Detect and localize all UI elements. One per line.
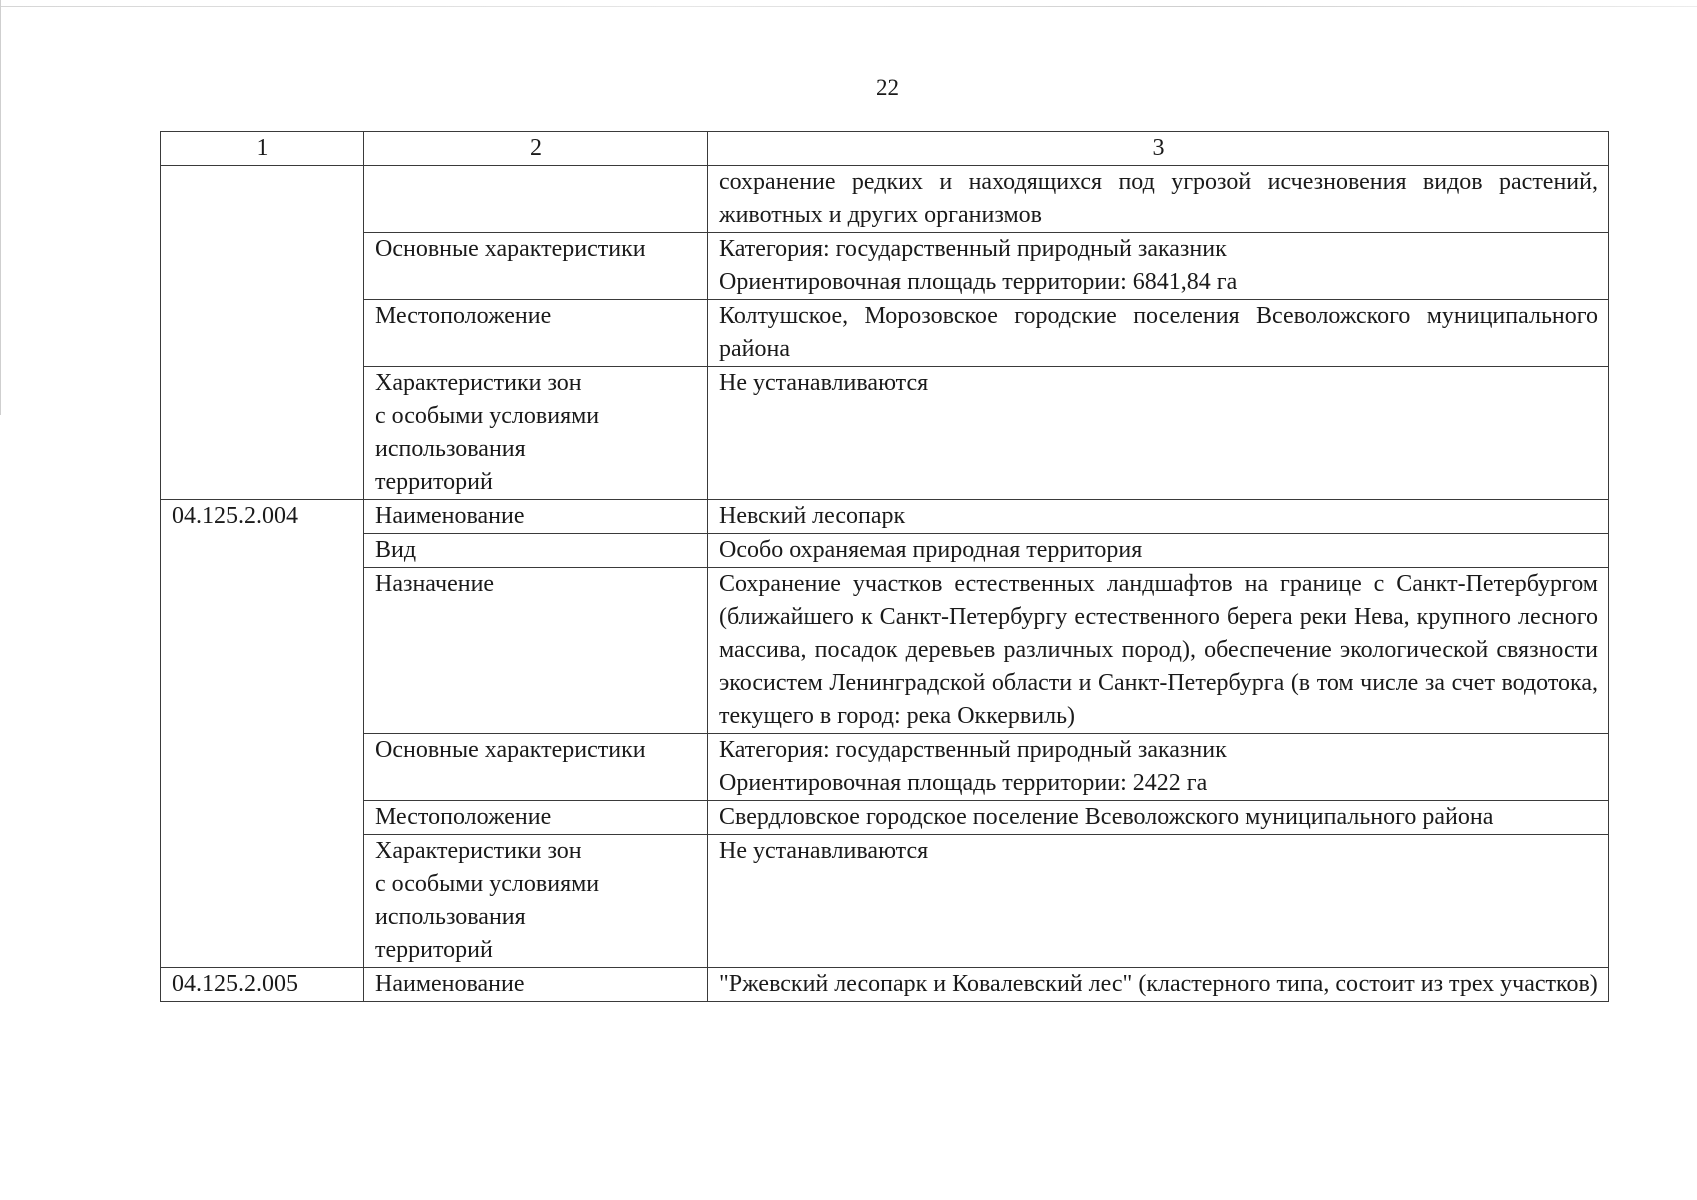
code-cell: 04.125.2.004 [161,500,364,968]
label-cell: Наименование [364,968,708,1002]
code-cell: 04.125.2.005 [161,968,364,1002]
header-cell-3: 3 [708,132,1609,166]
value-cell: Невский лесопарк [708,500,1609,534]
value-cell: Свердловское городское поселение Всеволожского муниципального района [708,801,1609,835]
table-row [161,367,1609,500]
label-cell [364,166,708,233]
table-row [161,166,1609,233]
value-line: Категория: государственный природный заказник [719,737,1227,763]
label-line: использования [375,436,526,462]
header-cell-1: 1 [161,132,364,166]
table-row [161,500,1609,534]
label-line: территорий [375,469,493,495]
value-cell [708,734,1609,801]
label-line: с особыми условиями [375,871,600,897]
label-cell: Наименование [364,500,708,534]
value-line: Ориентировочная площадь территории: 6841,84 га [719,269,1238,295]
label-cell: Назначение [364,568,708,734]
label-cell [364,367,708,500]
label-line: территорий [375,937,493,963]
table-row [161,300,1609,367]
header-cell-2: 2 [364,132,708,166]
label-line: с особыми условиями [375,403,600,429]
table-row [161,801,1609,835]
table-row [161,734,1609,801]
value-cell: Колтушское, Морозовское городские поселения Всеволожского муниципального района [708,300,1609,367]
label-line: использования [375,904,526,930]
label-cell: Вид [364,534,708,568]
value-line: Категория: государственный природный заказник [719,236,1227,262]
table-row [161,835,1609,968]
value-line: Ориентировочная площадь территории: 2422 га [719,770,1208,796]
scan-edge-top [0,6,1697,7]
value-cell: Особо охраняемая природная территория [708,534,1609,568]
table-row [161,568,1609,734]
value-cell [708,233,1609,300]
label-cell: Основные характеристики [364,233,708,300]
table-header-row [161,132,1609,166]
label-line: Характеристики зон [375,838,582,864]
label-line: Характеристики зон [375,370,582,396]
value-cell: Не устанавливаются [708,835,1609,968]
value-cell: сохранение редких и находящихся под угрозой исчезновения видов растений, животных и других организмов [708,166,1609,233]
page-number: 22 [876,75,899,100]
table-row [161,233,1609,300]
label-cell [364,835,708,968]
value-cell: Сохранение участков естественных ландшафтов на границе с Санкт-Петербургом (ближайшего к Санкт-Петербургу естественного берега реки Нева, крупного лесного массива, посадок деревьев различных пород), обеспечение экологической связности экосистем Ленинградской области и Санкт-Петербурга (в том числе за счет водотока, текущего в город: река Оккервиль) [708,568,1609,734]
label-cell: Местоположение [364,300,708,367]
label-cell: Основные характеристики [364,734,708,801]
label-cell: Местоположение [364,801,708,835]
value-cell: "Ржевский лесопарк и Ковалевский лес" (кластерного типа, состоит из трех участков) [708,968,1609,1002]
territory-table [160,131,1609,1002]
value-cell: Не устанавливаются [708,367,1609,500]
table-row [161,534,1609,568]
code-cell [161,166,364,500]
table-row [161,968,1609,1002]
scan-edge-left [0,0,1,415]
